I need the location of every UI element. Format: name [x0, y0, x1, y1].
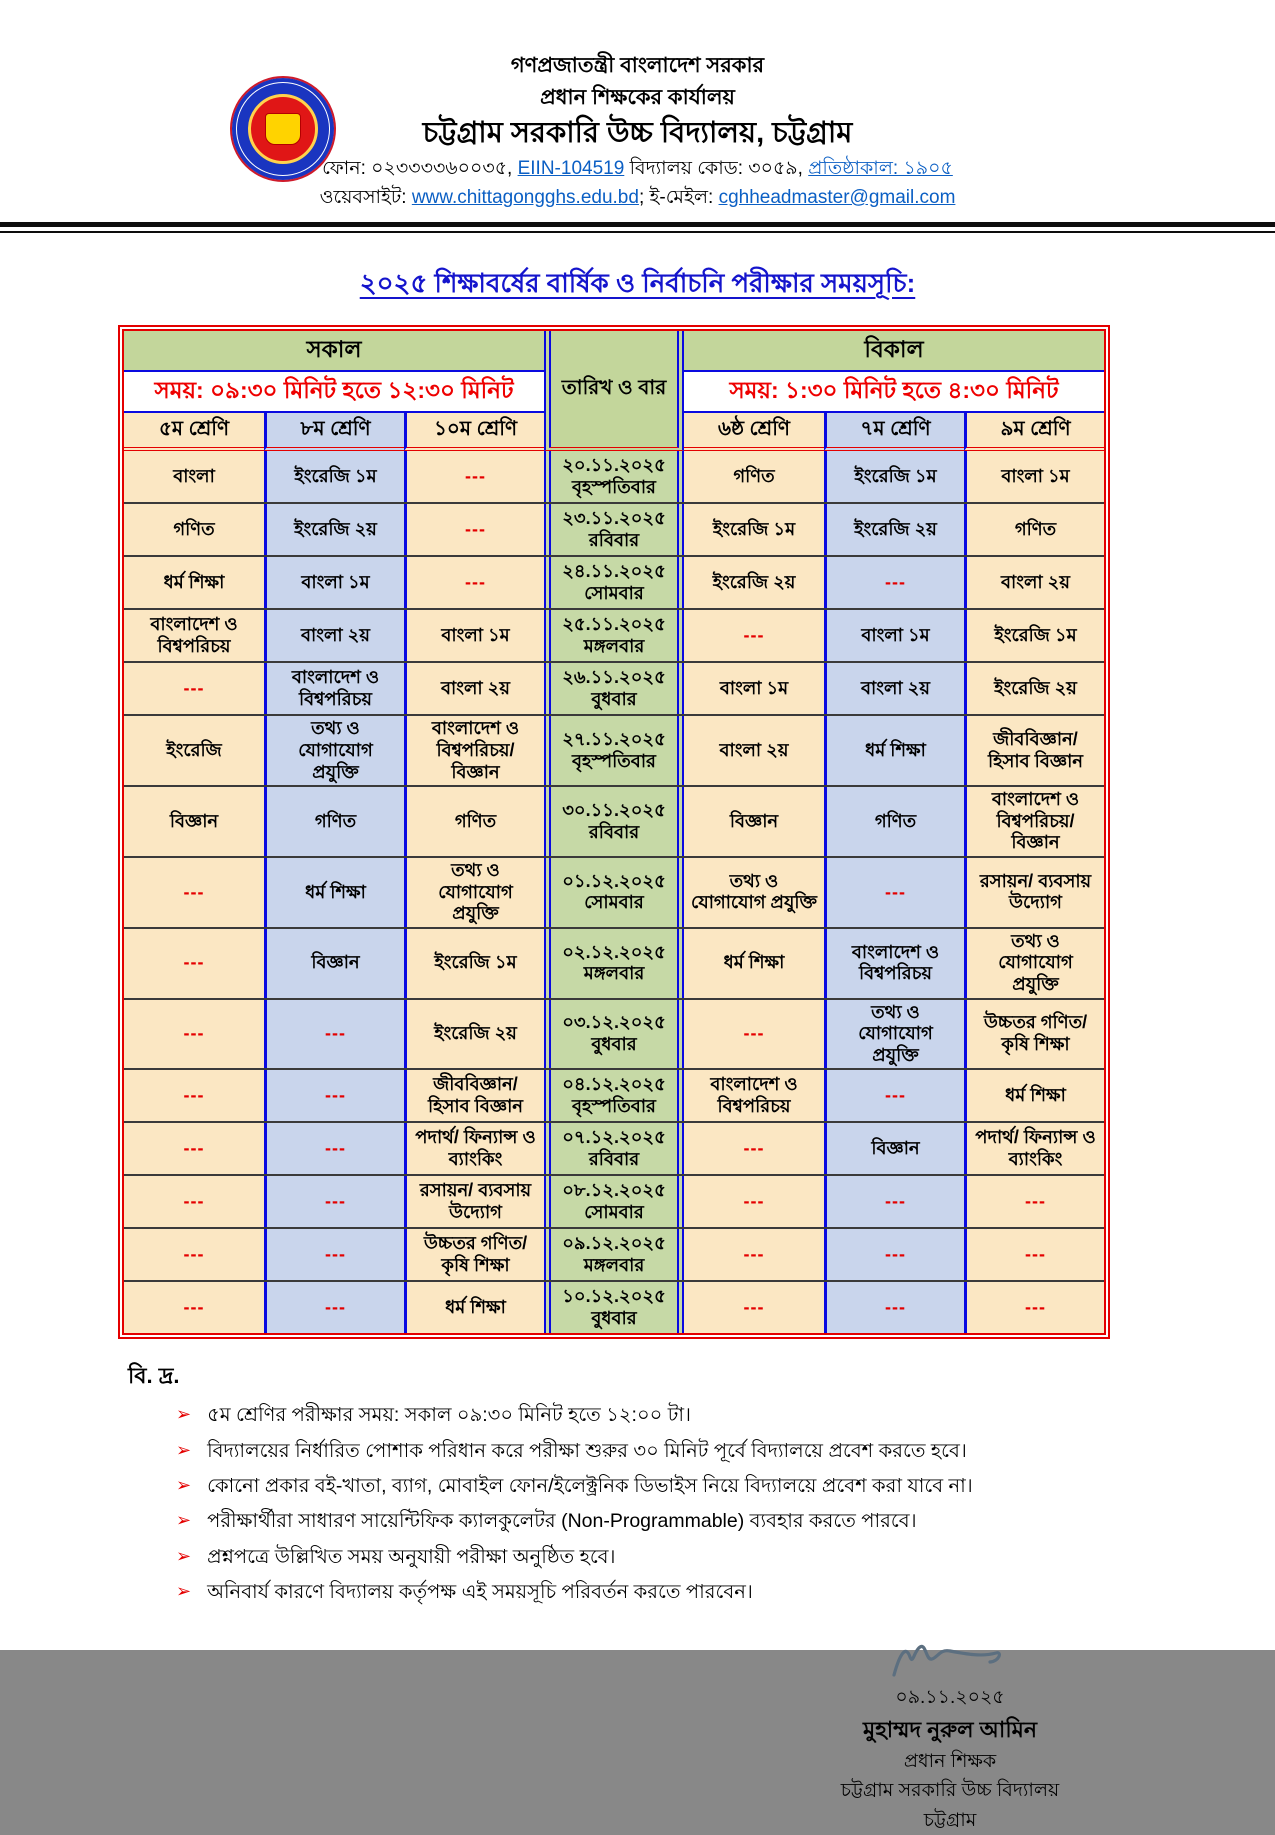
exam-cell-class8: বিজ্ঞান — [264, 929, 404, 998]
exam-cell-class7: বাংলা ১ম — [824, 610, 964, 661]
exam-cell-class9: রসায়ন/ ব্যবসায় উদ্যোগ — [964, 858, 1104, 927]
table-row — [124, 1070, 1104, 1123]
afternoon-group-header: বিকাল — [684, 331, 1104, 372]
day-value: বৃহস্পতিবার — [572, 1095, 656, 1116]
day-value: সোমবার — [584, 1201, 644, 1222]
exam-cell-class10: রসায়ন/ ব্যবসায় উদ্যোগ — [404, 1176, 544, 1227]
exam-cell-class9: পদার্থ/ ফিন্যান্স ও ব্যাংকিং — [964, 1123, 1104, 1174]
letterhead — [0, 0, 1275, 212]
class-header-5: ৫ম শ্রেণি — [124, 413, 264, 451]
date-cell — [544, 1123, 684, 1174]
exam-cell-class6: --- — [684, 1282, 824, 1333]
date-cell — [544, 1000, 684, 1069]
class-header-10: ১০ম শ্রেণি — [404, 413, 544, 451]
signature-scribble — [785, 1635, 1115, 1683]
day-value: রবিবার — [588, 529, 640, 550]
exam-cell-class9: তথ্য ও যোগাযোগ প্রযুক্তি — [964, 929, 1104, 998]
date-value: ২৪.১১.২০২৫ — [562, 561, 666, 582]
exam-cell-class10: জীববিজ্ঞান/ হিসাব বিজ্ঞান — [404, 1070, 544, 1121]
arrow-bullet-icon: ➢ — [176, 1404, 192, 1425]
table-row — [124, 929, 1104, 1000]
exam-cell-class9: বাংলা ২য় — [964, 557, 1104, 608]
signature-school: চট্টগ্রাম সরকারি উচ্চ বিদ্যালয় — [840, 1780, 1060, 1802]
table-row — [124, 716, 1104, 787]
date-value: ০৪.১২.২০২৫ — [562, 1074, 666, 1095]
date-value: ২৫.১১.২০২৫ — [562, 614, 666, 635]
exam-cell-class7: --- — [824, 1176, 964, 1227]
exam-cell-class7: --- — [824, 1229, 964, 1280]
exam-cell-class8: তথ্য ও যোগাযোগ প্রযুক্তি — [264, 716, 404, 785]
exam-cell-class7: গণিত — [824, 787, 964, 856]
exam-cell-class8: --- — [264, 1229, 404, 1280]
exam-cell-class6: ইংরেজি ২য় — [684, 557, 824, 608]
exam-cell-class6: --- — [684, 610, 824, 661]
exam-cell-class9: গণিত — [964, 504, 1104, 555]
signature-date: ০৯.১১.২০২৫ — [895, 1687, 1005, 1709]
arrow-bullet-icon: ➢ — [176, 1510, 192, 1531]
afternoon-time-header: সময়: ১:৩০ মিনিট হতে ৪:৩০ মিনিট — [684, 372, 1104, 413]
exam-cell-class10: পদার্থ/ ফিন্যান্স ও ব্যাংকিং — [404, 1123, 544, 1174]
note-item — [176, 1473, 1275, 1499]
class-header-6: ৬ষ্ঠ শ্রেণি — [684, 413, 824, 451]
exam-cell-class8: গণিত — [264, 787, 404, 856]
exam-cell-class7: --- — [824, 557, 964, 608]
exam-cell-class8: ইংরেজি ২য় — [264, 504, 404, 555]
table-header — [124, 331, 1104, 451]
exam-cell-class5: --- — [124, 1070, 264, 1121]
table-row — [124, 858, 1104, 929]
table-row — [124, 451, 1104, 504]
date-value: ২৩.১১.২০২৫ — [562, 508, 666, 529]
established-link[interactable]: প্রতিষ্ঠাকাল: ১৯০৫ — [808, 157, 953, 179]
class-header-8: ৮ম শ্রেণি — [264, 413, 404, 451]
class-header-7: ৭ম শ্রেণি — [824, 413, 964, 451]
exam-cell-class6: --- — [684, 1123, 824, 1174]
table-row — [124, 1229, 1104, 1282]
exam-cell-class9: --- — [964, 1229, 1104, 1280]
date-cell — [544, 858, 684, 927]
note-item — [176, 1508, 1275, 1534]
exam-cell-class5: বাংলা — [124, 451, 264, 502]
exam-cell-class7: --- — [824, 1282, 964, 1333]
web-line — [0, 183, 1275, 212]
date-column-header: তারিখ ও বার — [544, 331, 684, 451]
note-item — [176, 1438, 1275, 1464]
exam-cell-class10: --- — [404, 451, 544, 502]
exam-cell-class8: বাংলা ২য় — [264, 610, 404, 661]
headmaster-name: মুহাম্মদ নুরুল আমিন — [863, 1716, 1037, 1742]
page-title: ২০২৫ শিক্ষাবর্ষের বার্ষিক ও নির্বাচনি পরীক্ষার সময়সূচি: — [359, 268, 916, 299]
exam-cell-class9: বাংলা ১ম — [964, 451, 1104, 502]
date-value: ০৯.১২.২০২৫ — [562, 1233, 666, 1254]
exam-cell-class5: --- — [124, 929, 264, 998]
exam-cell-class9: ইংরেজি ১ম — [964, 610, 1104, 661]
signature-block — [785, 1635, 1115, 1835]
date-cell — [544, 929, 684, 998]
headmaster-designation: প্রধান শিক্ষক — [903, 1750, 997, 1772]
arrow-bullet-icon: ➢ — [176, 1439, 192, 1460]
exam-cell-class5: --- — [124, 663, 264, 714]
table-row — [124, 610, 1104, 663]
exam-cell-class9: উচ্চতর গণিত/ কৃষি শিক্ষা — [964, 1000, 1104, 1069]
date-value: ২৭.১১.২০২৫ — [562, 729, 666, 750]
date-cell — [544, 787, 684, 856]
arrow-bullet-icon: ➢ — [176, 1580, 192, 1601]
school-logo-inner — [248, 94, 318, 164]
exam-cell-class6: বিজ্ঞান — [684, 787, 824, 856]
table-row — [124, 1123, 1104, 1176]
exam-cell-class8: --- — [264, 1070, 404, 1121]
exam-cell-class6: বাংলাদেশ ও বিশ্বপরিচয় — [684, 1070, 824, 1121]
exam-cell-class7: বাংলাদেশ ও বিশ্বপরিচয় — [824, 929, 964, 998]
date-cell — [544, 557, 684, 608]
day-value: মঙ্গলবার — [583, 635, 645, 656]
table-row — [124, 663, 1104, 716]
exam-cell-class10: বাংলা ২য় — [404, 663, 544, 714]
school-name: চট্টগ্রাম সরকারি উচ্চ বিদ্যালয়, চট্টগ্রাম — [422, 117, 853, 149]
date-value: ০৭.১২.২০২৫ — [562, 1127, 666, 1148]
day-value: রবিবার — [588, 821, 640, 842]
exam-cell-class7: --- — [824, 858, 964, 927]
school-code-label: বিদ্যালয় কোড: ৩০৫৯, — [624, 157, 809, 179]
exam-cell-class9: বাংলাদেশ ও বিশ্বপরিচয়/বিজ্ঞান — [964, 787, 1104, 856]
exam-cell-class10: বাংলাদেশ ও বিশ্বপরিচয়/ বিজ্ঞান — [404, 716, 544, 785]
note-item — [176, 1402, 1275, 1428]
exam-cell-class5: ইংরেজি — [124, 716, 264, 785]
exam-cell-class5: --- — [124, 1123, 264, 1174]
note-text: বিদ্যালয়ের নির্ধারিত পোশাক পরিধান করে পরীক্ষা শুরুর ৩০ মিনিট পূর্বে বিদ্যালয়ে প্রবেশ করতে হবে। — [207, 1439, 967, 1462]
exam-cell-class5: বাংলাদেশ ও বিশ্বপরিচয় — [124, 610, 264, 661]
date-cell — [544, 663, 684, 714]
exam-cell-class8: --- — [264, 1176, 404, 1227]
exam-cell-class10: বাংলা ১ম — [404, 610, 544, 661]
morning-group-header: সকাল — [124, 331, 544, 372]
table-row — [124, 1282, 1104, 1333]
table-row — [124, 557, 1104, 610]
day-value: বৃহস্পতিবার — [572, 476, 656, 497]
table-row — [124, 1176, 1104, 1229]
note-item — [176, 1579, 1275, 1605]
table-body — [124, 451, 1104, 1333]
table-row — [124, 1000, 1104, 1071]
exam-cell-class10: --- — [404, 504, 544, 555]
exam-cell-class10: তথ্য ও যোগাযোগ প্রযুক্তি — [404, 858, 544, 927]
exam-cell-class8: ইংরেজি ১ম — [264, 451, 404, 502]
class-header-9: ৯ম শ্রেণি — [964, 413, 1104, 451]
exam-cell-class6: বাংলা ১ম — [684, 663, 824, 714]
exam-cell-class5: --- — [124, 1282, 264, 1333]
date-value: ০৮.১২.২০২৫ — [562, 1180, 666, 1201]
date-value: ১০.১২.২০২৫ — [562, 1286, 666, 1307]
exam-cell-class8: --- — [264, 1282, 404, 1333]
exam-cell-class5: ধর্ম শিক্ষা — [124, 557, 264, 608]
day-value: রবিবার — [588, 1148, 640, 1169]
table-row — [124, 787, 1104, 858]
phone-label: ফোন: ০২৩৩৩৩৬০০৩৫, — [322, 157, 518, 179]
date-value: ২৬.১১.২০২৫ — [562, 667, 666, 688]
day-value: বুধবার — [591, 1307, 637, 1328]
signature-city: চট্টগ্রাম — [923, 1809, 977, 1831]
exam-cell-class6: ধর্ম শিক্ষা — [684, 929, 824, 998]
exam-cell-class7: বিজ্ঞান — [824, 1123, 964, 1174]
day-value: সোমবার — [584, 892, 644, 913]
date-value: ০২.১২.২০২৫ — [562, 941, 666, 962]
exam-cell-class5: গণিত — [124, 504, 264, 555]
day-value: মঙ্গলবার — [583, 963, 645, 984]
school-logo — [230, 76, 336, 182]
exam-schedule-table — [118, 325, 1110, 1339]
exam-cell-class6: ইংরেজি ১ম — [684, 504, 824, 555]
website-link[interactable]: www.chittagongghs.edu.bd — [411, 187, 639, 209]
note-text: প্রশ্নপত্রে উল্লিখিত সময় অনুযায়ী পরীক্ষা অনুষ্ঠিত হবে। — [207, 1545, 616, 1568]
eiin-link[interactable]: EIIN-104519 — [517, 157, 625, 179]
note-text: ৫ম শ্রেণির পরীক্ষার সময়: সকাল ০৯:৩০ মিনিট হতে ১২:০০ টা। — [207, 1404, 691, 1427]
exam-cell-class6: বাংলা ২য় — [684, 716, 824, 785]
school-logo-emblem — [265, 113, 301, 145]
exam-cell-class6: গণিত — [684, 451, 824, 502]
notes-heading: বি. দ্র. — [128, 1363, 180, 1389]
date-value: ৩০.১১.২০২৫ — [562, 800, 666, 821]
exam-cell-class6: --- — [684, 1229, 824, 1280]
date-cell — [544, 504, 684, 555]
date-cell — [544, 1176, 684, 1227]
note-item — [176, 1544, 1275, 1570]
note-text: কোনো প্রকার বই-খাতা, ব্যাগ, মোবাইল ফোন/ইলেক্ট্রনিক ডিভাইস নিয়ে বিদ্যালয়ে প্রবেশ করা যাবে না। — [207, 1475, 973, 1497]
government-line: গণপ্রজাতন্ত্রী বাংলাদেশ সরকার — [510, 54, 765, 77]
exam-cell-class8: --- — [264, 1000, 404, 1069]
exam-cell-class9: --- — [964, 1282, 1104, 1333]
exam-cell-class6: --- — [684, 1000, 824, 1069]
date-value: ০৩.১২.২০২৫ — [562, 1012, 666, 1033]
date-cell — [544, 1282, 684, 1333]
date-cell — [544, 716, 684, 785]
exam-cell-class5: --- — [124, 1229, 264, 1280]
day-value: সোমবার — [584, 582, 644, 603]
date-value: ০১.১২.২০২৫ — [562, 870, 666, 891]
exam-cell-class7: ইংরেজি ১ম — [824, 451, 964, 502]
table-row — [124, 504, 1104, 557]
exam-cell-class10: গণিত — [404, 787, 544, 856]
morning-time-header: সময়: ০৯:৩০ মিনিট হতে ১২:৩০ মিনিট — [124, 372, 544, 413]
exam-cell-class8: --- — [264, 1123, 404, 1174]
website-label: ওয়েবসাইট: — [319, 187, 412, 209]
exam-cell-class8: ধর্ম শিক্ষা — [264, 858, 404, 927]
exam-cell-class10: উচ্চতর গণিত/ কৃষি শিক্ষা — [404, 1229, 544, 1280]
exam-cell-class9: --- — [964, 1176, 1104, 1227]
exam-cell-class10: ধর্ম শিক্ষা — [404, 1282, 544, 1333]
day-value: বৃহস্পতিবার — [572, 750, 656, 771]
exam-cell-class6: --- — [684, 1176, 824, 1227]
exam-cell-class9: ধর্ম শিক্ষা — [964, 1070, 1104, 1121]
exam-cell-class9: জীববিজ্ঞান/ হিসাব বিজ্ঞান — [964, 716, 1104, 785]
date-value: ২০.১১.২০২৫ — [562, 455, 666, 476]
day-value: বুধবার — [591, 1033, 637, 1054]
exam-cell-class6: তথ্য ও যোগাযোগ প্রযুক্তি — [684, 858, 824, 927]
date-cell — [544, 1229, 684, 1280]
email-label: ; ই-মেইল: — [638, 187, 719, 209]
email-link[interactable]: cghheadmaster@gmail.com — [718, 187, 956, 209]
note-text: অনিবার্য কারণে বিদ্যালয় কর্তৃপক্ষ এই সময়সূচি পরিবর্তন করতে পারবেন। — [207, 1580, 753, 1603]
day-value: বুধবার — [591, 688, 637, 709]
exam-cell-class9: ইংরেজি ২য় — [964, 663, 1104, 714]
arrow-bullet-icon: ➢ — [176, 1545, 192, 1566]
exam-cell-class5: বিজ্ঞান — [124, 787, 264, 856]
exam-cell-class10: --- — [404, 557, 544, 608]
exam-cell-class8: বাংলাদেশ ও বিশ্বপরিচয় — [264, 663, 404, 714]
exam-cell-class7: ইংরেজি ২য় — [824, 504, 964, 555]
exam-cell-class7: ধর্ম শিক্ষা — [824, 716, 964, 785]
exam-cell-class5: --- — [124, 1176, 264, 1227]
notes-section — [128, 1359, 1275, 1605]
note-text: পরীক্ষার্থীরা সাধারণ সায়েন্টিফিক ক্যালকুলেটর (Non-Programmable) ব্যবহার করতে পারবে। — [207, 1510, 917, 1533]
date-cell — [544, 451, 684, 502]
exam-cell-class5: --- — [124, 858, 264, 927]
exam-cell-class10: ইংরেজি ২য় — [404, 1000, 544, 1069]
date-cell — [544, 1070, 684, 1121]
exam-cell-class7: --- — [824, 1070, 964, 1121]
exam-cell-class5: --- — [124, 1000, 264, 1069]
date-cell — [544, 610, 684, 661]
exam-cell-class7: তথ্য ও যোগাযোগ প্রযুক্তি — [824, 1000, 964, 1069]
exam-cell-class10: ইংরেজি ১ম — [404, 929, 544, 998]
contact-line — [0, 154, 1275, 183]
header-divider — [0, 222, 1275, 233]
office-line: প্রধান শিক্ষকের কার্যালয় — [540, 85, 735, 109]
day-value: মঙ্গলবার — [583, 1254, 645, 1275]
exam-cell-class8: বাংলা ১ম — [264, 557, 404, 608]
arrow-bullet-icon: ➢ — [176, 1475, 192, 1495]
exam-cell-class7: বাংলা ২য় — [824, 663, 964, 714]
